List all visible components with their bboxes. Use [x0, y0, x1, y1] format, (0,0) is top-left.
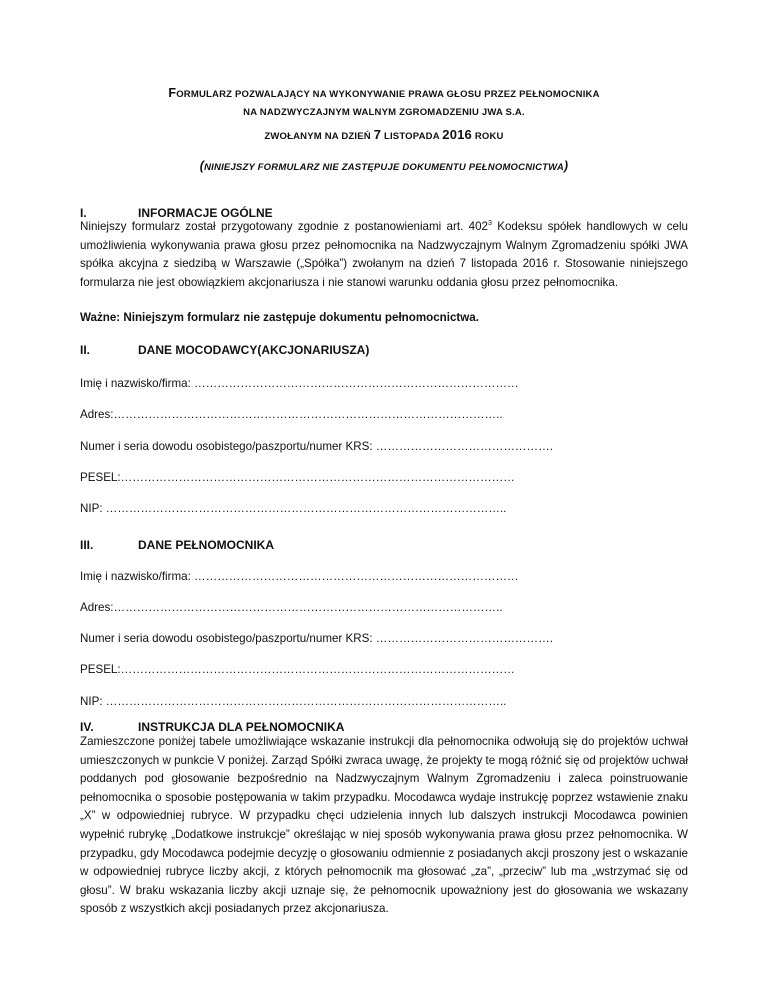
- proxy-nip-field[interactable]: NIP: …………………………………………………………………………………………..: [80, 695, 507, 708]
- proxy-id-field[interactable]: Numer i seria dowodu osobistego/paszportu/numer KRS: ……………………………………….: [80, 632, 553, 645]
- title-line-3-c: ROKU: [472, 131, 504, 142]
- principal-address-field[interactable]: Adres:………………………………………………………………………………………..: [80, 408, 503, 421]
- form-subtitle-note: [0, 159, 768, 173]
- title-line-3-b: LISTOPADA: [381, 131, 443, 142]
- section-1-text-b: Kodeksu spółek handlowych w celu umożliwienia wykonywania prawa głosu przez pełnomocnika na Nadzwyczajnym Walnym Zgromadzeniu spółki JWA spółka akcyjna z siedzibą w Warszawie („Spółka”) zwołanym na dzień 7 listopada 2016 r. Stosowanie niniejszego formularza nie jest obowiązkiem akcjonariusza i nie stanowi warunku oddania głosu przez pełnomocnika.: [80, 220, 689, 289]
- proxy-pesel-field[interactable]: PESEL:…………………………………………………………………………………………: [80, 663, 515, 676]
- section-4-heading: [80, 720, 344, 734]
- section-4-number: IV.: [80, 720, 94, 734]
- principal-id-field[interactable]: Numer i seria dowodu osobistego/paszportu/numer KRS: ……………………………………….: [80, 440, 553, 453]
- form-title-line-3: [0, 127, 768, 142]
- section-1-text-a: Niniejszy formularz został przygotowany zgodnie z postanowieniami art. 402: [80, 220, 488, 233]
- proxy-address-field[interactable]: Adres:………………………………………………………………………………………..: [80, 601, 503, 614]
- section-4-title: INSTRUKCJA DLA PEŁNOMOCNIKA: [138, 720, 345, 734]
- important-note: Ważne: Niniejszym formularz nie zastępuje dokumentu pełnomocnictwa.: [80, 311, 479, 324]
- title-line-1-text: ORMULARZ POZWALAJĄCY NA WYKONYWANIE PRAWA GŁOSU PRZEZ PEŁNOMOCNIKA: [176, 89, 600, 100]
- title-line-3-a: ZWOŁANYM NA DZIEŃ: [264, 131, 374, 142]
- section-2-heading: [80, 343, 369, 357]
- note-close-paren: ): [563, 159, 569, 173]
- section-1-title: INFORMACJE OGÓLNE: [138, 206, 273, 220]
- form-title-line-1: [0, 86, 768, 100]
- section-2-title: DANE MOCODAWCY(AKCJONARIUSZA): [138, 343, 370, 357]
- section-3-title: DANE PEŁNOMOCNIKA: [138, 538, 275, 552]
- proxy-name-field[interactable]: Imię i nazwisko/firma: …………………………………………………………………………: [80, 570, 519, 583]
- principal-name-field[interactable]: Imię i nazwisko/firma: …………………………………………………………………………: [80, 377, 519, 390]
- section-3-number: III.: [80, 538, 94, 552]
- note-text: NINIEJSZY FORMULARZ NIE ZASTĘPUJE DOKUMENTU PEŁNOMOCNICTWA: [204, 162, 564, 173]
- article-superscript: 3: [487, 220, 492, 228]
- section-1-paragraph: [80, 218, 688, 292]
- principal-pesel-field[interactable]: PESEL:…………………………………………………………………………………………: [80, 471, 515, 484]
- title-year: 2016: [442, 127, 472, 142]
- principal-nip-field[interactable]: NIP: …………………………………………………………………………………………..: [80, 502, 507, 515]
- section-2-number: II.: [80, 343, 91, 357]
- title-initial: F: [168, 86, 177, 100]
- section-3-heading: [80, 538, 274, 552]
- form-title-line-2: [0, 107, 768, 118]
- section-1-number: I.: [80, 206, 87, 220]
- title-day: 7: [373, 127, 382, 142]
- title-line-2-text: NA NADZWYCZAJNYM WALNYM ZGROMADZENIU JWA S.A.: [243, 107, 525, 118]
- section-4-paragraph: Zamieszczone poniżej tabele umożliwiające wskazanie instrukcji dla pełnomocnika odwołują się do projektów uchwał umieszczonych w punkcie V poniżej. Zarząd Spółki zwraca uwagę, że projekty te mogą różnić się od projektów uchwał poddanych pod głosowanie bezpośrednio na Nadzwyczajnym Walnym Zgromadzeniu i zaleca poinstruowanie pełnomocnika o sposobie postępowania w takim przypadku. Mocodawca wydaje instrukcję poprzez wstawienie znaku „X” w odpowiedniej rubryce. W przypadku chęci udzielenia innych lub dalszych instrukcji Mocodawca powinien wypełnić rubrykę „Dodatkowe instrukcje” określając w niej sposób wykonywania prawa głosu przez pełnomocnika. W przypadku, gdy Mocodawca podejmie decyzję o głosowaniu odmiennie z posiadanych akcji proszony jest o wskazanie w odpowiedniej rubryce liczby akcji, z których pełnomocnik ma głosować „za”, „przeciw” lub ma „wstrzymać się od głosu”. W braku wskazania liczby akcji uznaje się, że pełnomocnik upoważniony jest do głosowania we wskazany sposób z wszystkich akcji posiadanych przez akcjonariusza.: [80, 735, 688, 916]
- note-open-paren: (: [199, 159, 205, 173]
